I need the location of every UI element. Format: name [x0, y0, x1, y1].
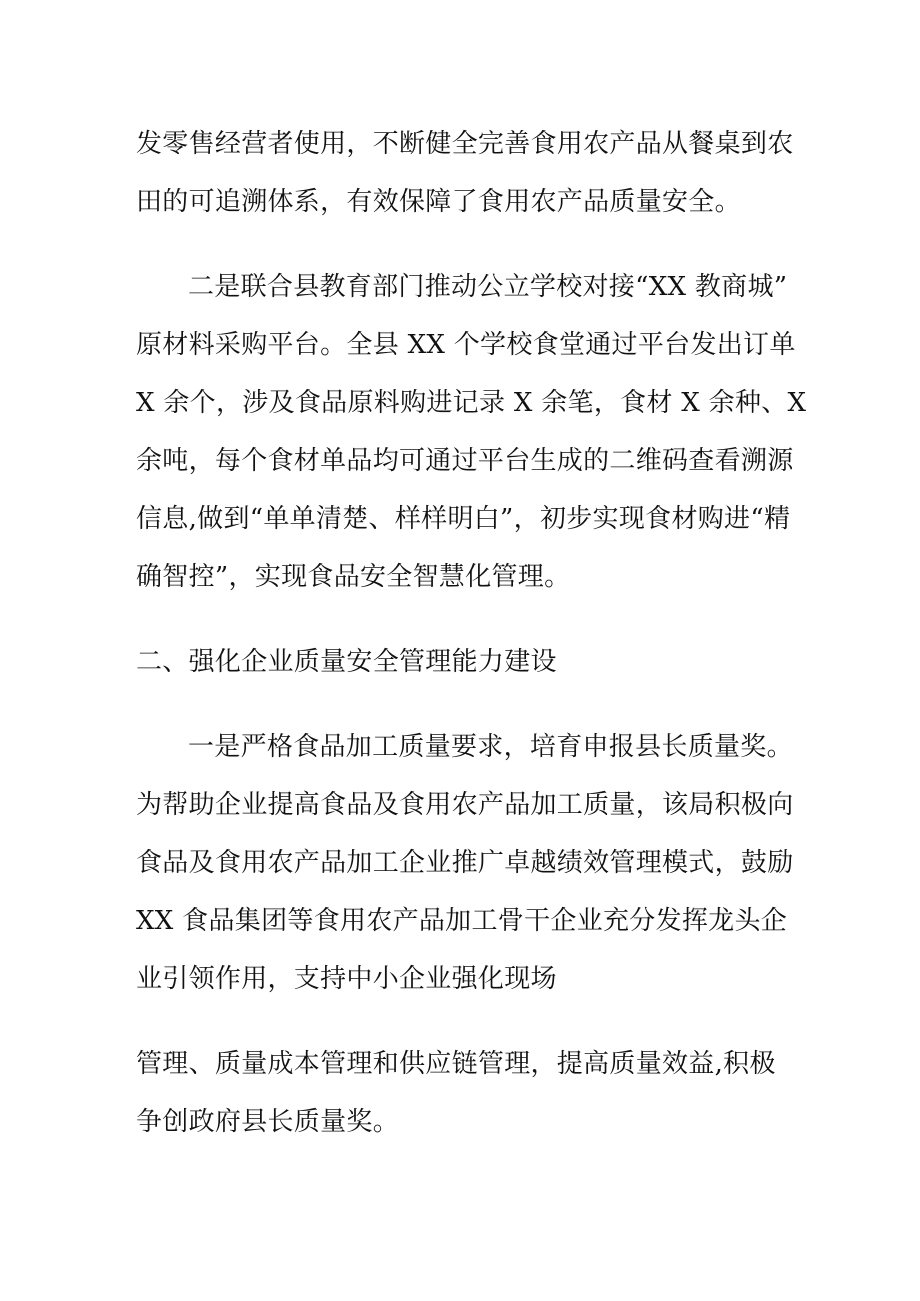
- paragraph-line: 余吨，每个食材单品均可通过平台生成的二维码查看溯源: [136, 446, 794, 476]
- paragraph-line: XX 食品集团等食用农产品加工骨干企业充分发挥龙头企: [136, 906, 788, 936]
- paragraph-line: 原材料采购平台。全县 XX 个学校食堂通过平台发出订单: [136, 330, 796, 360]
- paragraph-line: 田的可追溯体系，有效保障了食用农产品质量安全。: [136, 187, 741, 217]
- paragraph-line: 二是联合县教育部门推动公立学校对接“XX 教商城”: [188, 272, 788, 302]
- section-heading: 二、强化企业质量安全管理能力建设: [136, 647, 557, 677]
- paragraph-line: 确智控”，实现食品安全智慧化管理。: [136, 562, 571, 592]
- paragraph-line: 信息,做到“单单清楚、样样明白”，初步实现食材购进“精: [136, 504, 791, 534]
- paragraph-line: X 余个，涉及食品原料购进记录 X 余笔，食材 X 余种、X: [136, 388, 807, 418]
- paragraph-line: 食品及食用农产品加工企业推广卓越绩效管理模式，鼓励: [136, 848, 794, 878]
- paragraph-line: 一是严格食品加工质量要求，培育申报县长质量奖。: [188, 732, 793, 762]
- paragraph-line: 为帮助企业提高食品及食用农产品加工质量，该局积极向: [136, 790, 794, 820]
- paragraph-line: 管理、质量成本管理和供应链管理，提高质量效益,积极: [136, 1049, 776, 1079]
- paragraph-line: 发零售经营者使用，不断健全完善食用农产品从餐桌到农: [136, 129, 794, 159]
- paragraph-line: 争创政府县长质量奖。: [136, 1107, 400, 1137]
- paragraph-line: 业引领作用，支持中小企业强化现场: [136, 964, 557, 994]
